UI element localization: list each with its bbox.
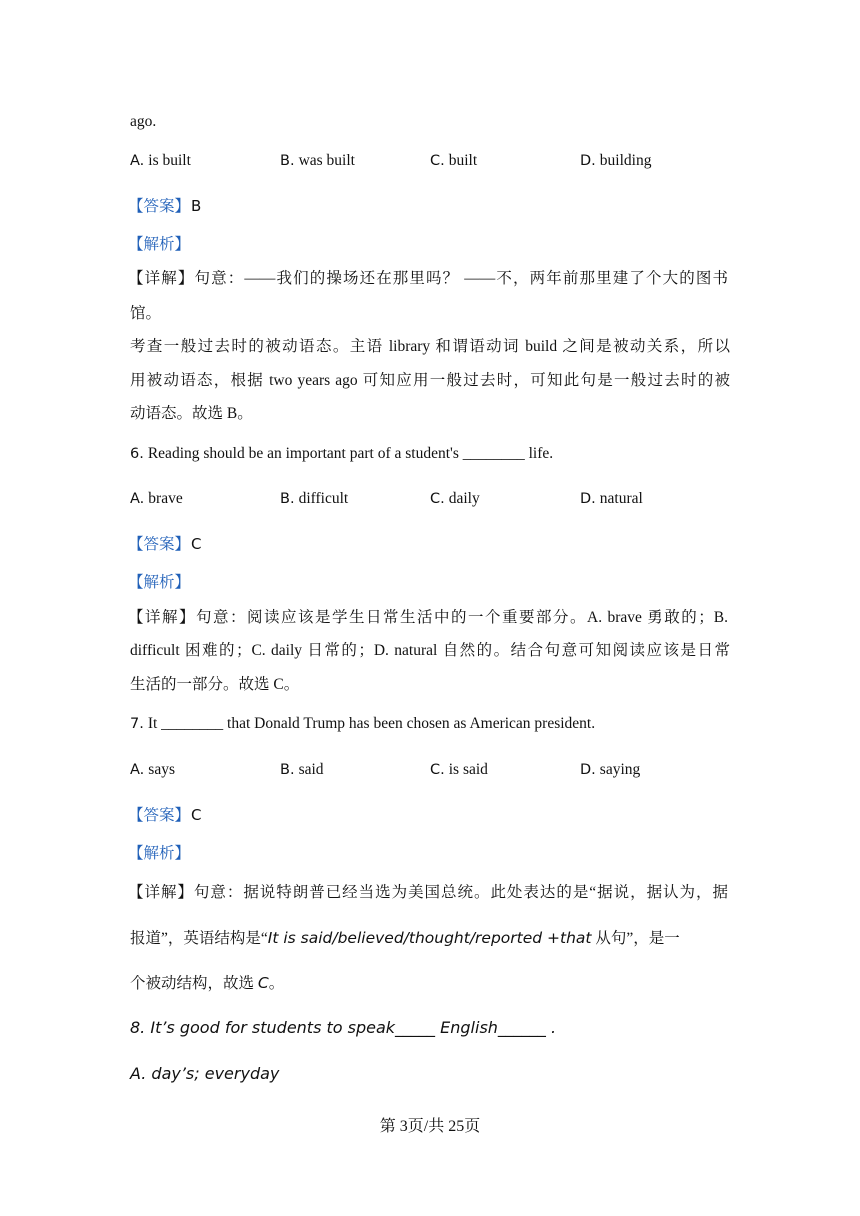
q5-stem-tail: ago.: [130, 113, 157, 130]
q6-detail-line-2: difficult 困难的；C. daily 日常的；D. natural 自然的。结合句意可知阅读应该是日常: [130, 642, 730, 659]
q7-answer: 【答案】C: [128, 806, 202, 824]
q7-detail-line-2: 报道”，英语结构是“It is said/believed/thought/reported +that 从句”，是一: [130, 929, 680, 947]
q7-option-d: D. saying: [580, 761, 641, 778]
q5-option-a: A. is built: [130, 152, 191, 169]
q7-option-c: C. is said: [430, 761, 488, 778]
q5-option-b: B. was built: [280, 152, 355, 169]
q6-detail-line-3: 生活的一部分。故选 C。: [130, 676, 300, 693]
q5-detail-line-1: 【详解】句意：——我们的操场还在那里吗？ ——不，两年前那里建了个大的图书: [128, 270, 728, 287]
q5-detail-line-4: 用被动语态，根据 two years ago 可知应用一般过去时，可知此句是一般过去时的被: [130, 372, 730, 389]
current-page: 3: [399, 1118, 408, 1135]
q8-option-a: A. day’s; everyday: [130, 1064, 280, 1083]
q5-option-d: D. building: [580, 152, 652, 169]
q6-stem: 6. Reading should be an important part of a student's ________ life.: [130, 445, 554, 462]
q5-detail-line-3: 考查一般过去时的被动语态。主语 library 和谓语动词 build 之间是被动关系，所以: [130, 338, 730, 355]
q6-analysis-tag: 【解析】: [128, 574, 191, 591]
q5-analysis-tag: 【解析】: [128, 236, 191, 253]
q7-detail-line-1: 【详解】句意：据说特朗普已经当选为美国总统。此处表达的是“据说，据认为，据: [128, 884, 728, 901]
q6-option-d: D. natural: [580, 490, 643, 507]
q8-stem: 8. It’s good for students to speak_____ English______ .: [130, 1018, 557, 1037]
q7-option-a: A. says: [130, 761, 175, 778]
q5-detail-line-2: 馆。: [130, 305, 162, 322]
q5-detail-line-5: 动语态。故选 B。: [130, 405, 253, 422]
q6-detail-line-1: 【详解】句意：阅读应该是学生日常生活中的一个重要部分。A. brave 勇敢的；B.: [128, 609, 728, 626]
q6-option-a: A. brave: [130, 490, 183, 507]
q5-option-c: C. built: [430, 152, 478, 169]
q6-option-b: B. difficult: [280, 490, 349, 507]
page-footer: 第 3页/共 25页: [379, 1118, 481, 1135]
total-pages: 25: [448, 1118, 465, 1135]
q7-analysis-tag: 【解析】: [128, 845, 191, 862]
q7-detail-line-3: 个被动结构，故选 C。: [130, 974, 285, 992]
q5-answer: 【答案】B: [128, 197, 202, 215]
q7-stem: 7. It ________ that Donald Trump has been chosen as American president.: [130, 715, 596, 732]
q6-answer: 【答案】C: [128, 535, 202, 553]
q7-option-b: B. said: [280, 761, 324, 778]
q6-option-c: C. daily: [430, 490, 480, 507]
